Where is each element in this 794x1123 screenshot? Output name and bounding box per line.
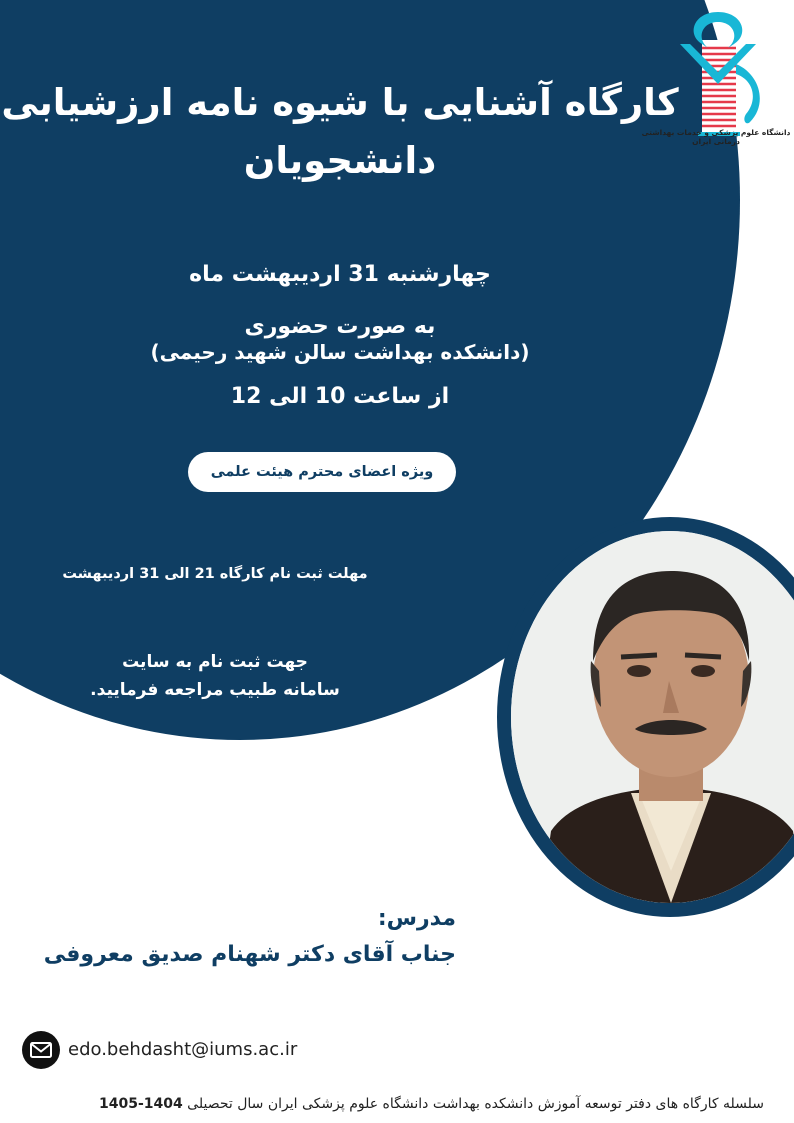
event-place: (دانشکده بهداشت سالن شهید رحیمی) (150, 340, 530, 364)
registration-line-2: سامانه طبیب مراجعه فرمایید. (90, 680, 340, 700)
contact-email[interactable]: edo.behdasht@iums.ac.ir (68, 1039, 298, 1060)
title-line-1: کارگاه آشنایی با شیوه نامه ارزشیابی (1, 81, 679, 124)
footer-year: 1404-1405 (98, 1096, 183, 1112)
audience-badge: ویژه اعضای محترم هیئت علمی (188, 452, 456, 492)
teacher-label: مدرس: (377, 906, 456, 931)
page-title (0, 74, 680, 190)
footer-text: سلسله کارگاه های دفتر توسعه آموزش دانشکده بهداشت دانشگاه علوم پزشکی ایران سال تحصیلی (182, 1096, 764, 1112)
teacher-name: جناب آقای دکتر شهنام صدیق معروفی (43, 942, 456, 967)
registration-instructions (0, 648, 430, 704)
registration-link[interactable]: https://tabib.iums.ac.ir (81, 738, 329, 760)
event-mode: به صورت حضوری (244, 314, 436, 339)
mail-icon (22, 1031, 60, 1069)
title-line-2: دانشجویان (243, 139, 437, 182)
footer-series (24, 1096, 764, 1112)
event-date: چهارشنبه 31 اردیبهشت ماه (189, 262, 491, 287)
registration-line-1: جهت ثبت نام به سایت (122, 652, 308, 672)
logo-caption: دانشگاه علوم پزشکی و خدمات بهداشتی درمانی ایران (641, 128, 791, 146)
registration-deadline: مهلت ثبت نام کارگاه 21 الی 31 اردیبهشت (62, 566, 368, 582)
event-time: از ساعت 10 الی 12 (230, 384, 450, 409)
